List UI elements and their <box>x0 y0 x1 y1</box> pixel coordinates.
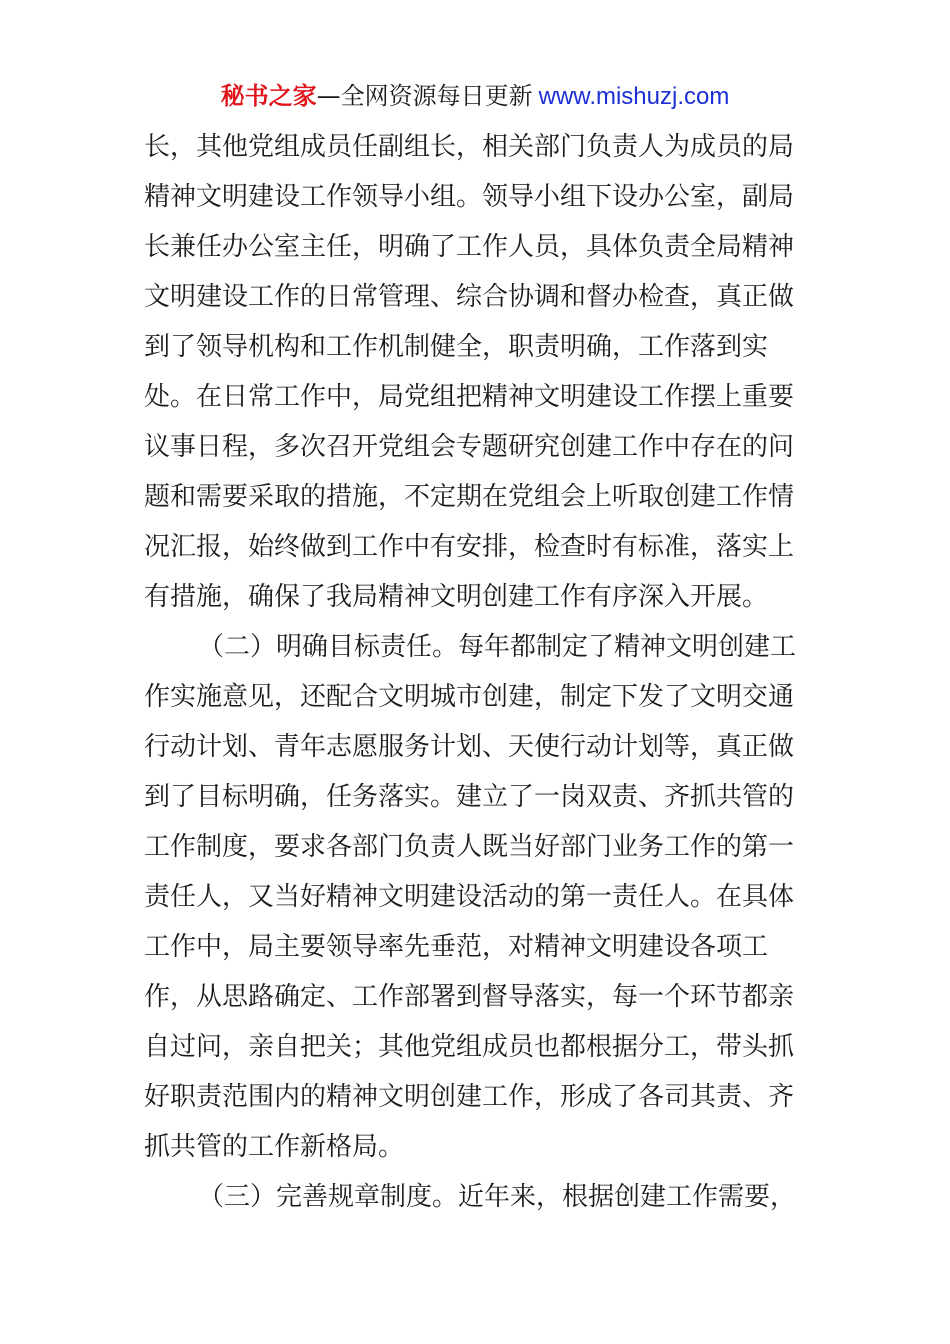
document-body <box>144 122 809 1222</box>
text-line: 到了领导机构和工作机制健全，职责明确，工作落到实 <box>144 332 769 362</box>
text-line: 议事日程，多次召开党组会专题研究创建工作中存在的问 <box>144 432 795 462</box>
text-line: 责任人，又当好精神文明建设活动的第一责任人。在具体 <box>144 882 795 912</box>
text-line: 行动计划、青年志愿服务计划、天使行动计划等，真正做 <box>144 732 795 762</box>
text-line: 有措施，确保了我局精神文明创建工作有序深入开展。 <box>144 582 769 612</box>
text-line: 长兼任办公室主任，明确了工作人员，具体负责全局精神 <box>144 232 795 262</box>
text-line: 好职责范围内的精神文明创建工作，形成了各司其责、齐 <box>144 1082 795 1112</box>
text-line: 自过问，亲自把关；其他党组成员也都根据分工，带头抓 <box>144 1032 795 1062</box>
paragraph-start-line: （三）完善规章制度。近年来，根据创建工作需要， <box>198 1182 797 1212</box>
paragraph-start-line: （二）明确目标责任。每年都制定了精神文明创建工 <box>198 632 797 662</box>
text-line: 作，从思路确定、工作部署到督导落实，每一个环节都亲 <box>144 982 795 1012</box>
brand-name: 秘书之家 <box>220 82 317 110</box>
text-line: 工作制度，要求各部门负责人既当好部门业务工作的第一 <box>144 832 795 862</box>
text-line: 工作中，局主要领导率先垂范，对精神文明建设各项工 <box>144 932 769 962</box>
header-tagline: —全网资源每日更新 <box>316 82 533 110</box>
text-line: 抓共管的工作新格局。 <box>144 1132 405 1162</box>
text-line: 到了目标明确，任务落实。建立了一岗双责、齐抓共管的 <box>144 782 795 812</box>
text-line: 长，其他党组成员任副组长，相关部门负责人为成员的局 <box>144 132 795 162</box>
text-line: 况汇报，始终做到工作中有安排，检查时有标准，落实上 <box>144 532 795 562</box>
text-line: 文明建设工作的日常管理、综合协调和督办检查，真正做 <box>144 282 795 312</box>
site-url-link[interactable]: www.mishuzj.com <box>538 83 730 110</box>
text-line: 处。在日常工作中，局党组把精神文明建设工作摆上重要 <box>144 382 795 412</box>
text-line: 精神文明建设工作领导小组。领导小组下设办公室，副局 <box>144 182 795 212</box>
site-header <box>0 78 950 115</box>
text-line: 题和需要采取的措施，不定期在党组会上听取创建工作情 <box>144 482 795 512</box>
text-line: 作实施意见，还配合文明城市创建，制定下发了文明交通 <box>144 682 795 712</box>
